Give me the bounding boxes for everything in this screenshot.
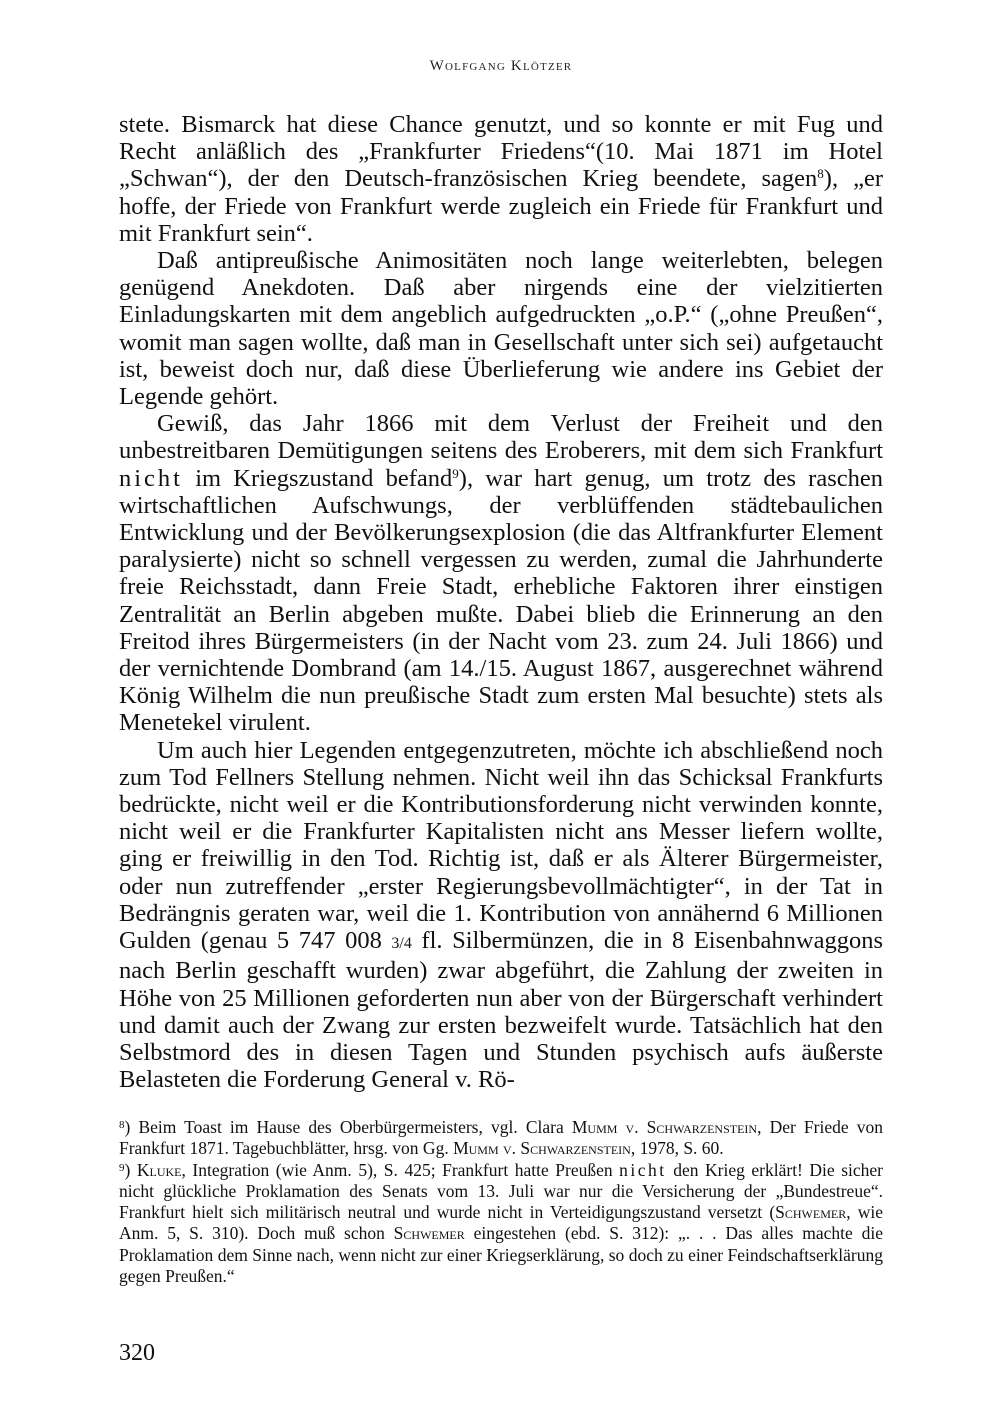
footnote-9	[119, 1160, 883, 1288]
footnote-9-mark: 9	[119, 1161, 125, 1174]
paragraph-3	[119, 410, 883, 736]
footnote-ref-8[interactable]: 8	[817, 166, 824, 182]
footnote-ref-9[interactable]: 9	[452, 465, 459, 481]
footnote-8-text-a: ) Beim Toast im Hause des Oberbürgermeisters, vgl. Clara	[124, 1117, 572, 1137]
author-name: Mumm v. Schwarzenstein	[571, 1117, 758, 1137]
footnote-8	[119, 1117, 883, 1160]
emphasis-nicht-footnote: nicht	[619, 1159, 667, 1180]
fraction-three-quarters: 3/4	[391, 935, 412, 953]
footnote-9-text-c: den Krieg erklärt! Die sicher nicht glückliche Proklamation des Senats vom 13. Juli war nur die Versicherung der „Bundestreue“. Frankfurt hielt sich militärisch neutral und wurde nicht in Verteidigungszustand versetzt (	[119, 1159, 884, 1223]
paragraph-4-text-b: fl. Silbermünzen, die in 8 Eisenbahnwaggons nach Berlin geschafft wurden) zwar abgeführt, die Zahlung der zweiten in Höhe von 25 Millionen geforderten nun aber von der Bürgerschaft verhindert und damit auch der Zwang zur ersten bezweifelt wurde. Tatsächlich hat den Selbstmord des in diesen Tagen und Stunden psychisch aufs äußerste Belasteten die Forderung General v. Rö-	[119, 927, 883, 1094]
editor-name: Mumm v. Schwarzenstein	[453, 1138, 631, 1159]
footnote-8-text-c: , 1978, S. 60.	[630, 1138, 724, 1159]
paragraph-3-text-b: im Kriegszustand befand	[183, 464, 453, 492]
footnote-8-text-b: , Der Friede von Frankfurt 1871. Tagebuchblätter, hrsg. von Gg.	[119, 1117, 883, 1159]
author-name-schwemer: Schwemer	[775, 1202, 847, 1223]
paragraph-3-text-a: Gewiß, das Jahr 1866 mit dem Verlust der Freiheit und den unbestreitbaren Demütigungen seitens des Eroberers, mit dem sich Frankfurt	[119, 410, 883, 465]
paragraph-4	[119, 737, 883, 1094]
footnote-9-text-b: , Integration (wie Anm. 5), S. 425; Frankfurt hatte Preußen	[181, 1159, 620, 1180]
paragraph-1-text-b: ), „er hoffe, der Friede von Frankfurt werde zugleich ein Friede für Frankfurt und mit Frankfurt sein“.	[119, 165, 883, 247]
footnote-9-text-a: )	[124, 1159, 137, 1180]
paragraph-2: Daß antipreußische Animositäten noch lange weiterlebten, belegen genügend Anekdoten. Daß aber nirgends eine der vielzitierten Einladungskarten mit dem angeblich aufgedruckten „o.P.“ („ohne Preußen“, womit man sagen wollte, daß man in Gesellschaft unter sich sei) aufgetaucht ist, beweist doch nur, daß diese Überlieferung wie andere ins Gebiet der Legende gehört.	[119, 247, 883, 411]
paragraph-3-text-c: ), war hart genug, um trotz des raschen wirtschaftlichen Aufschwungs, der verblüffenden städtebaulichen Entwicklung und der Bevölkerungsexplosion (die das Altfrankfurter Element paralysierte) nicht so schnell vergessen zu werden, zumal die Jahrhunderte freie Reichsstadt, dann Freie Stadt, erhebliche Faktoren ihrer einstigen Zentralität an Berlin abgeben mußte. Dabei blieb die Erinnerung an den Freitod ihres Bürgermeisters (in der Nacht vom 23. zum 24. Juli 1866) und der vernichtende Dombrand (am 14./15. August 1867, ausgerechnet während König Wilhelm die nun preußische Stadt zum ersten Mal besuchte) stets als Menetekel virulent.	[119, 464, 883, 737]
running-head: Wolfgang Klötzer	[429, 58, 573, 74]
paragraph-4-text-a: Um auch hier Legenden entgegenzutreten, möchte ich abschließend noch zum Tod Fellners Stellung nehmen. Nicht weil ihn das Schicksal Frankfurts bedrückte, nicht weil er die Kontributionsforderung nicht verwinden konnte, nicht weil er die Frankfurter Kapitalisten nicht ans Messer liefern wollte, ging er freiwillig in den Tod. Richtig ist, daß er als Älterer Bürgermeister, oder nun zutreffender „erster Regierungsbevollmächtigter“, in der Tat in Bedrängnis geraten war, weil die 1. Kontribution von annähernd 6 Millionen Gulden (genau 5 747 008	[119, 736, 883, 955]
footnote-9-text-d: , wie Anm. 5, S. 310). Doch muß schon	[119, 1202, 883, 1244]
author-name-schwemer-2: Schwemer	[393, 1223, 465, 1244]
book-page	[119, 0, 883, 1419]
page-number: 320	[119, 1340, 155, 1366]
footnote-9-text-e: eingestehen (ebd. S. 312): „. . . Das alles machte die Proklamation dem Sinne nach, wenn nicht zur einer Kriegserklärung, so doch zu einer Feindschaftserklärung gegen Preußen.“	[119, 1223, 883, 1287]
body-text	[119, 111, 883, 1093]
footnotes	[119, 1117, 883, 1287]
author-name-kluke: Kluke	[136, 1159, 182, 1180]
paragraph-1-text-a: stete. Bismarck hat diese Chance genutzt, und so konnte er mit Fug und Recht anläßlich des „Frankfurter Friedens“(10. Mai 1871 im Hotel „Schwan“), der den Deutsch-französischen Krieg beendete, sagen	[119, 111, 883, 193]
emphasis-nicht: nicht	[119, 464, 183, 492]
footnote-8-mark: 8	[119, 1119, 125, 1131]
paragraph-1	[119, 111, 883, 247]
